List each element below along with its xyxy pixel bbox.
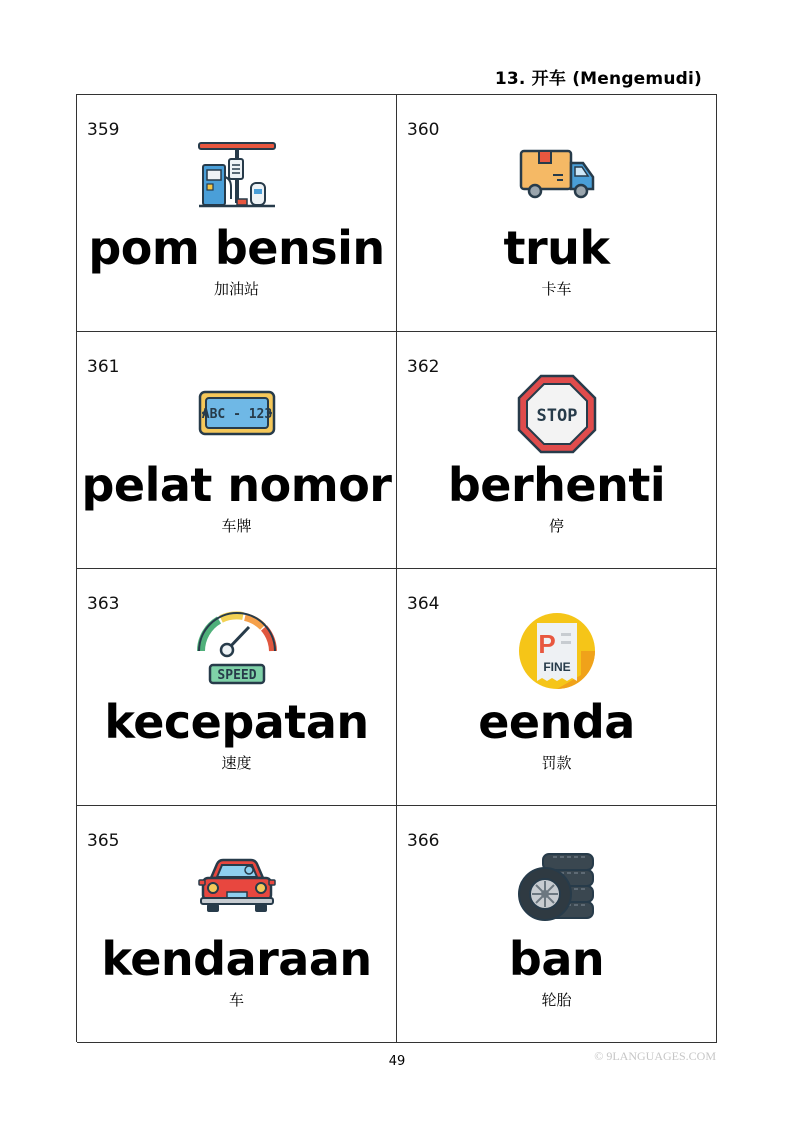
indonesian-word: truk (503, 221, 610, 275)
speed-badge-text: SPEED (217, 668, 257, 683)
card-number: 363 (87, 594, 120, 614)
card-number: 364 (407, 594, 440, 614)
speedometer-icon (197, 611, 277, 691)
stop-sign-icon (517, 374, 597, 454)
chinese-translation: 车牌 (221, 517, 252, 535)
chinese-translation: 轮胎 (541, 991, 572, 1009)
parking-fine-icon (517, 611, 597, 691)
vocab-card (397, 95, 717, 332)
card-number: 360 (407, 120, 440, 140)
page-number: 49 (388, 1054, 406, 1069)
truck-icon (517, 137, 597, 217)
chinese-translation: 车 (228, 991, 244, 1009)
vocab-card (77, 569, 397, 806)
fine-text: FINE (543, 660, 571, 674)
indonesian-word: pom bensin (88, 221, 385, 275)
indonesian-word: berhenti (447, 458, 666, 512)
chinese-translation: 加油站 (213, 280, 259, 298)
indonesian-word: ban (508, 932, 605, 986)
card-number: 366 (407, 831, 440, 851)
chinese-translation: 罚款 (541, 754, 572, 772)
section-title: 13. 开车 (Mengemudi) (494, 69, 702, 89)
stop-text: STOP (536, 406, 578, 426)
vocab-card (77, 95, 397, 332)
plate-text: ABC - 123 (201, 407, 273, 422)
vocab-card (397, 569, 717, 806)
vocab-card (77, 806, 397, 1043)
car-icon (197, 848, 277, 928)
vocab-card (397, 806, 717, 1043)
card-number: 365 (87, 831, 120, 851)
chinese-translation: 卡车 (541, 280, 572, 298)
chinese-translation: 停 (548, 517, 564, 535)
indonesian-word: kecepatan (104, 695, 369, 749)
vocab-card (397, 332, 717, 569)
card-number: 361 (87, 357, 120, 377)
vocabulary-grid (76, 94, 717, 1042)
indonesian-word: pelat nomor (81, 458, 392, 512)
indonesian-word: eenda (478, 695, 635, 749)
copyright-watermark: © 9LANGUAGES.COM (594, 1049, 716, 1063)
parking-letter: P (538, 629, 556, 659)
chinese-translation: 速度 (221, 754, 252, 772)
indonesian-word: kendaraan (101, 932, 372, 986)
gas-station-icon (197, 137, 277, 217)
vocab-card (77, 332, 397, 569)
license-plate-icon (197, 374, 277, 454)
card-number: 362 (407, 357, 440, 377)
card-number: 359 (87, 120, 120, 140)
tires-icon (517, 848, 597, 928)
